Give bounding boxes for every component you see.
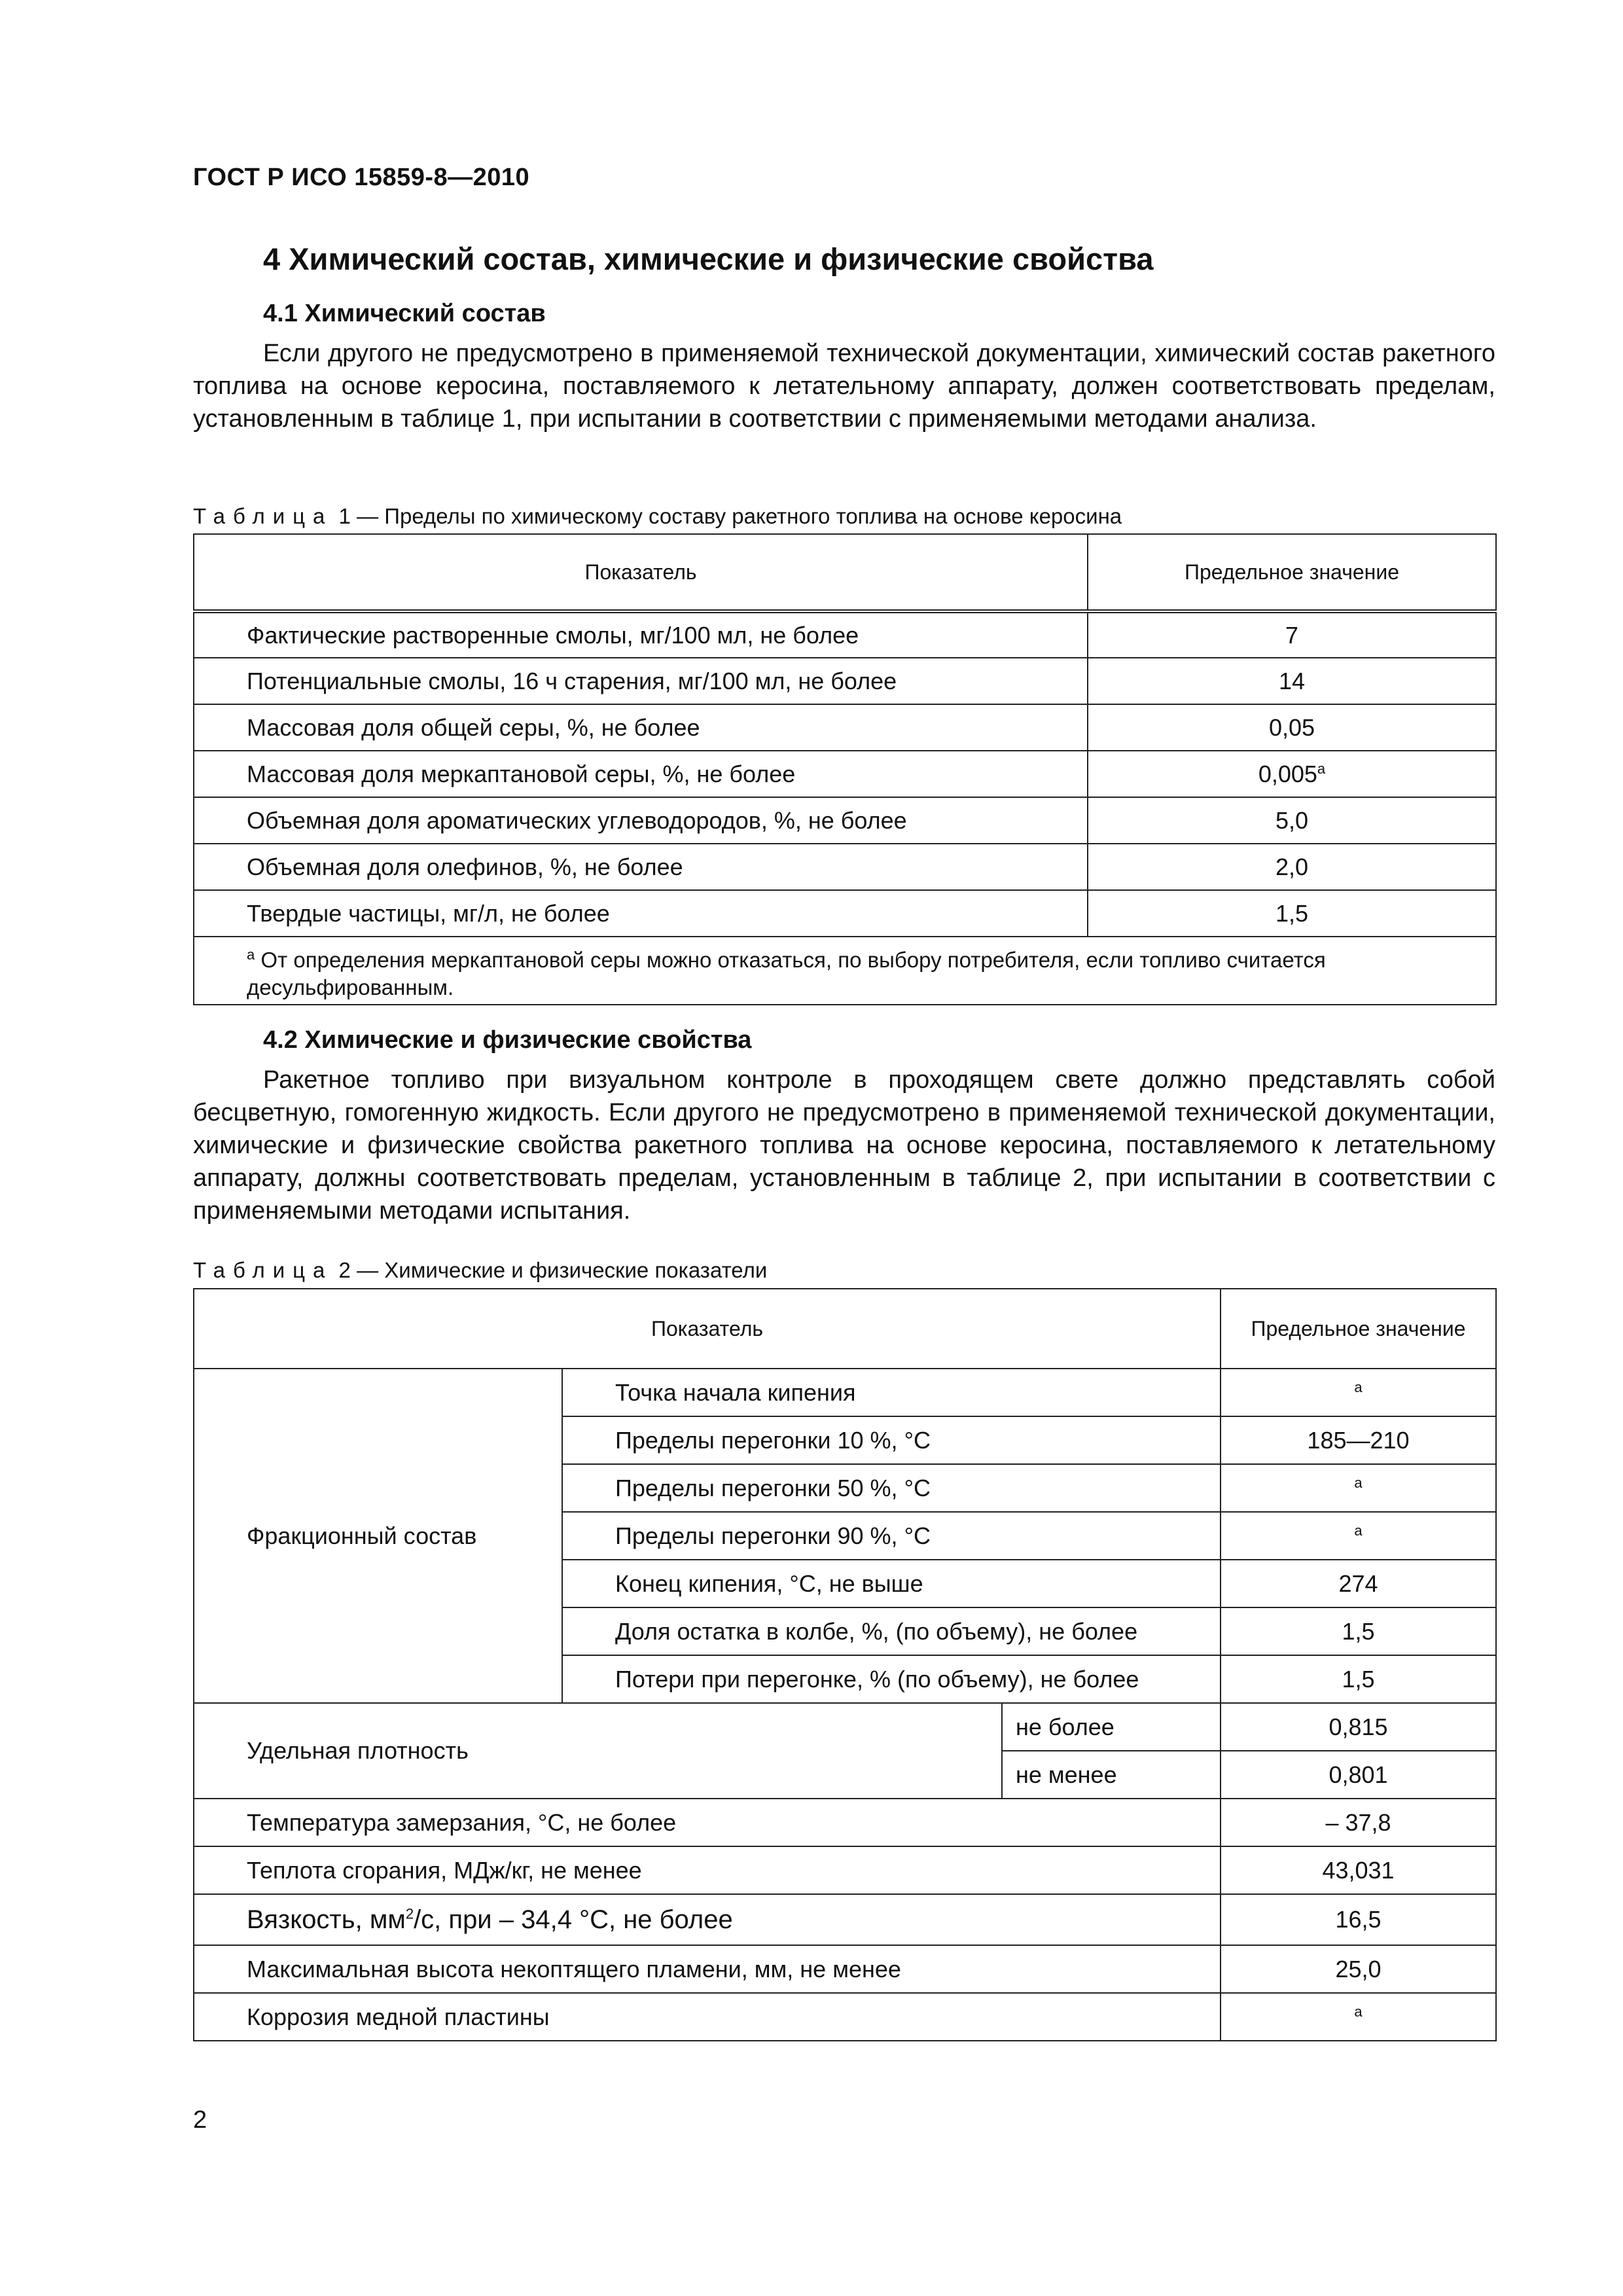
- density-qualifier: не менее: [1002, 1751, 1221, 1799]
- heat-of-combustion-label: Теплота сгорания, МДж/кг, не менее: [194, 1846, 1221, 1894]
- viscosity-value: 16,5: [1221, 1894, 1496, 1945]
- table1-row-value-cell: [1088, 751, 1496, 797]
- table1-row-value: 0,005: [1258, 760, 1317, 787]
- table-row: [194, 751, 1496, 797]
- table2-row-name: Пределы перегонки 10 %, °С: [562, 1416, 1221, 1464]
- table-row: [194, 611, 1496, 658]
- table-row: [194, 658, 1496, 704]
- table1-row-name: Массовая доля общей серы, %, не более: [194, 704, 1088, 751]
- table2-row-name: Конец кипения, °С, не выше: [562, 1560, 1221, 1607]
- smoke-point-label: Максимальная высота некоптящего пламени, мм, не менее: [194, 1945, 1221, 1993]
- table2-row-value: 1,5: [1221, 1655, 1496, 1703]
- table1-row-name: Объемная доля ароматических углеводородов, %, не более: [194, 797, 1088, 844]
- table2-caption-text: 2 — Химические и физические показатели: [332, 1258, 768, 1282]
- paragraph-chemical-composition: Если другого не предусмотрено в применяемой технической документации, химический состав ракетного топлива на основе керосина, поставляемого к летательному аппарату, должен соответствовать пределам, установленным в таблице 1, при испытании в соответствии с применяемыми методами анализа.: [193, 340, 1495, 433]
- table2-row-name: Доля остатка в колбе, %, (по объему), не более: [562, 1607, 1221, 1655]
- table-row: [194, 1369, 1496, 1416]
- page-number: 2: [193, 2106, 207, 2134]
- heat-of-combustion-value: 43,031: [1221, 1846, 1496, 1894]
- fraction-group-label: Фракционный состав: [194, 1369, 562, 1703]
- table-row: [194, 704, 1496, 751]
- table2-row-value: 1,5: [1221, 1607, 1496, 1655]
- table-row: [194, 1894, 1496, 1945]
- table2-row-name: Потери при перегонке, % (по объему), не более: [562, 1655, 1221, 1703]
- table1-col-indicator: Показатель: [194, 534, 1088, 611]
- table1-row-value: 5,0: [1088, 797, 1496, 844]
- table1-col-limit: Предельное значение: [1088, 534, 1496, 611]
- table2-col-limit: Предельное значение: [1221, 1289, 1496, 1369]
- table1-row-name: Фактические растворенные смолы, мг/100 мл, не более: [194, 611, 1088, 658]
- table1-row-value: 0,05: [1088, 704, 1496, 751]
- footnote-mark: a: [1354, 1378, 1363, 1395]
- viscosity-label-b: /с, при – 34,4 °С, не более: [414, 1905, 733, 1934]
- table2-row-value: 274: [1221, 1560, 1496, 1607]
- density-value: 0,801: [1221, 1751, 1496, 1799]
- viscosity-label-a: Вязкость, мм: [247, 1905, 406, 1934]
- footnote-mark: a: [1354, 2003, 1363, 2020]
- table-row: [194, 1703, 1496, 1751]
- table2-caption: [193, 1258, 767, 1283]
- table2-row-value-cell: [1221, 1512, 1496, 1560]
- table1-caption: [193, 504, 1122, 529]
- table2-row-value-cell: [1221, 1464, 1496, 1512]
- footnote-mark: a: [1317, 760, 1326, 777]
- copper-corrosion-label: Коррозия медной пластины: [194, 1993, 1221, 2041]
- table1-row-name: Потенциальные смолы, 16 ч старения, мг/100 мл, не более: [194, 658, 1088, 704]
- paragraph-properties: Ракетное топливо при визуальном контроле в проходящем свете должно представлять собой бесцветную, гомогенную жидкость. Если другого не предусмотрено в применяемой технической документации, химические и физические свойства ракетного топлива на основе керосина, поставляемого к летательному аппарату, должны соответствовать пределам, установленным в таблице 2, при испытании в соответствии с применяемыми методами испытания.: [193, 1066, 1495, 1225]
- table-row: [194, 1993, 1496, 2041]
- table1-footnote-text: От определения меркаптановой серы можно отказаться, по выбору потребителя, если топливо считается десульфированным.: [247, 948, 1326, 999]
- table1-footnote-row: [194, 937, 1496, 1005]
- table2-row-name: Пределы перегонки 50 %, °С: [562, 1464, 1221, 1512]
- subsection-title-chemical-composition: 4.1 Химический состав: [263, 300, 546, 327]
- table1-row-name: Твердые частицы, мг/л, не более: [194, 890, 1088, 937]
- subsection-title-properties: 4.2 Химические и физические свойства: [263, 1026, 752, 1054]
- table2-row-value: 185—210: [1221, 1416, 1496, 1464]
- table1-row-name: Массовая доля меркаптановой серы, %, не более: [194, 751, 1088, 797]
- freeze-point-label: Температура замерзания, °С, не более: [194, 1799, 1221, 1846]
- document-header: ГОСТ Р ИСО 15859-8—2010: [193, 164, 530, 191]
- footnote-mark: a: [1354, 1522, 1363, 1539]
- table2-row-name: Пределы перегонки 90 %, °С: [562, 1512, 1221, 1560]
- footnote-mark: a: [247, 946, 255, 963]
- table1-row-value: 1,5: [1088, 890, 1496, 937]
- smoke-point-value: 25,0: [1221, 1945, 1496, 1993]
- table1-row-value: 2,0: [1088, 844, 1496, 890]
- table2-col-indicator: Показатель: [194, 1289, 1221, 1369]
- section-title: 4 Химический состав, химические и физические свойства: [263, 242, 1154, 276]
- viscosity-label: [194, 1894, 1221, 1945]
- density-qualifier: не более: [1002, 1703, 1221, 1751]
- table-row: [194, 797, 1496, 844]
- table-row: [194, 1945, 1496, 1993]
- table2-caption-word: Таблица: [193, 1258, 333, 1282]
- viscosity-label-sup: 2: [405, 1905, 414, 1922]
- freeze-point-value: – 37,8: [1221, 1799, 1496, 1846]
- table1-footnote: [194, 937, 1496, 1005]
- footnote-mark: a: [1354, 1474, 1363, 1491]
- table-row: [194, 1846, 1496, 1894]
- table-row: [194, 844, 1496, 890]
- table2-row-name: Точка начала кипения: [562, 1369, 1221, 1416]
- density-group-label: Удельная плотность: [194, 1703, 1002, 1799]
- table1-caption-text: 1 — Пределы по химическому составу ракетного топлива на основе керосина: [332, 504, 1122, 528]
- table2-row-value-cell: [1221, 1369, 1496, 1416]
- density-value: 0,815: [1221, 1703, 1496, 1751]
- copper-corrosion-value-cell: [1221, 1993, 1496, 2041]
- table1-caption-word: Таблица: [193, 504, 333, 528]
- table1-row-value: 14: [1088, 658, 1496, 704]
- table-row: [194, 890, 1496, 937]
- table1-row-name: Объемная доля олефинов, %, не более: [194, 844, 1088, 890]
- table-row: [194, 1799, 1496, 1846]
- table-chemical-limits: [193, 533, 1497, 1005]
- table1-row-value: 7: [1088, 611, 1496, 658]
- table-physical-properties: [193, 1288, 1497, 2041]
